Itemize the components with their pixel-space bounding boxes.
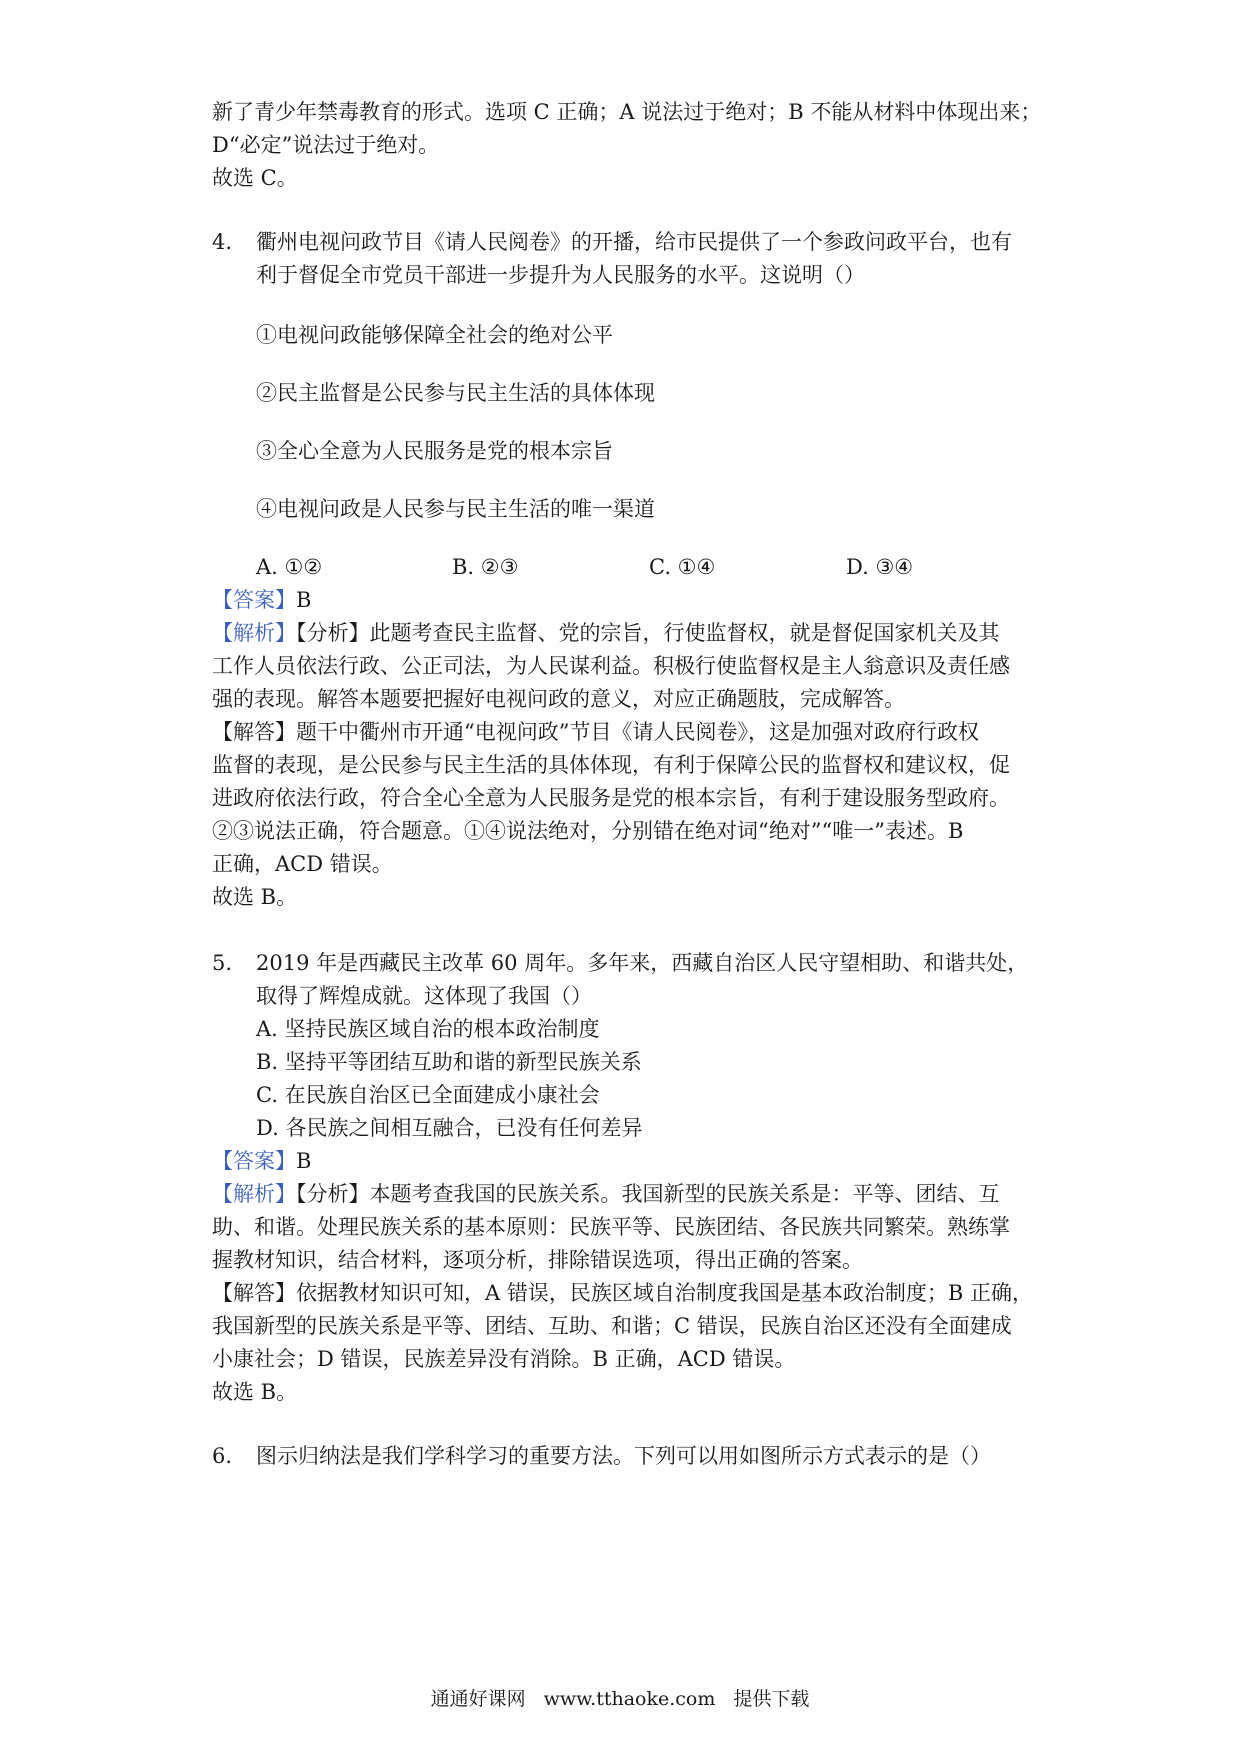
question-number: 5.: [212, 951, 233, 975]
choice-a: A. ①②: [256, 555, 323, 579]
page-footer: [0, 1684, 1240, 1711]
solution-text: 正确，ACD 错误。: [212, 852, 393, 876]
analysis-line: [212, 1178, 1040, 1211]
solution-text: ②③说法正确，符合题意。①④说法绝对，分别错在绝对词“绝对”“唯一”表述。B: [212, 819, 964, 843]
analysis-text: 工作人员依法行政、公正司法，为人民谋利益。积极行使监督权是主人翁意识及责任感: [212, 654, 1010, 678]
question-5-stem-cont: 取得了辉煌成就。这体现了我国（）: [256, 984, 592, 1008]
question-number: 4.: [212, 230, 233, 254]
answer-tag: 【答案】: [212, 1149, 296, 1173]
question-number: 6.: [212, 1444, 233, 1468]
answer-line: [212, 584, 1040, 617]
option-a: A. 坚持民族区域自治的根本政治制度: [256, 1017, 600, 1041]
choice-c: C. ①④: [649, 555, 716, 579]
conclusion: 故选 B。: [212, 885, 298, 909]
conclusion: 故选 B。: [212, 1380, 298, 1404]
question-4-stem-cont: 利于督促全市党员干部进一步提升为人民服务的水平。这说明（）: [256, 263, 865, 287]
analysis-text: 【分析】此题考查民主监督、党的宗旨，行使监督权，就是督促国家机关及其: [296, 621, 1000, 645]
statement-item: ④电视问政是人民参与民主生活的唯一渠道: [256, 497, 655, 521]
question-text: 图示归纳法是我们学科学习的重要方法。下列可以用如图所示方式表示的是（）: [256, 1444, 991, 1468]
statement-item: ③全心全意为人民服务是党的根本宗旨: [256, 439, 613, 463]
answer-tag: 【答案】: [212, 588, 296, 612]
answer-value: B: [296, 588, 312, 612]
solution-text: 【解答】题干中衢州市开通“电视问政”节目《请人民阅卷》，这是加强对政府行政权: [212, 720, 979, 744]
footer-note: 提供下载: [733, 1688, 810, 1710]
option-d: D. 各民族之间相互融合，已没有任何差异: [256, 1116, 643, 1140]
analysis-text: 助、和谐。处理民族关系的基本原则：民族平等、民族团结、各民族共同繁荣。熟练掌: [212, 1215, 1010, 1239]
analysis-text: 【分析】本题考查我国的民族关系。我国新型的民族关系是：平等、团结、互: [296, 1182, 1000, 1206]
option-c: C. 在民族自治区已全面建成小康社会: [256, 1083, 600, 1107]
option-b: B. 坚持平等团结互助和谐的新型民族关系: [256, 1050, 642, 1074]
choice-b: B. ②③: [452, 555, 519, 579]
intro-line-2: D“必定”说法过于绝对。: [212, 133, 440, 157]
question-4-stem: [212, 226, 1040, 259]
analysis-tag: 【解析】: [212, 1182, 296, 1206]
intro-line-1: 新了青少年禁毒教育的形式。选项 C 正确；A 说法过于绝对；B 不能从材料中体现出来；: [212, 100, 1042, 124]
question-text: 2019 年是西藏民主改革 60 周年。多年来，西藏自治区人民守望相助、和谐共处，: [256, 951, 1029, 975]
question-text: 衢州电视问政节目《请人民阅卷》的开播，给市民提供了一个参政问政平台，也有: [256, 230, 1012, 254]
solution-text: 进政府依法行政，符合全心全意为人民服务是党的根本宗旨，有利于建设服务型政府。: [212, 786, 1010, 810]
answer-line: [212, 1145, 1040, 1178]
choice-d: D. ③④: [846, 555, 914, 579]
solution-text: 【解答】依据教材知识可知，A 错误，民族区域自治制度我国是基本政治制度；B 正确，: [212, 1281, 1033, 1305]
analysis-tag: 【解析】: [212, 621, 296, 645]
answer-value: B: [296, 1149, 312, 1173]
statement-item: ①电视问政能够保障全社会的绝对公平: [256, 323, 613, 347]
statement-item: ②民主监督是公民参与民主生活的具体体现: [256, 381, 655, 405]
footer-url[interactable]: www.tthaoke.com: [543, 1688, 716, 1710]
question-6-stem: [212, 1440, 1040, 1473]
solution-text: 监督的表现，是公民参与民主生活的具体体现，有利于保障公民的监督权和建议权，促: [212, 753, 1010, 777]
intro-conclusion: 故选 C。: [212, 166, 298, 190]
solution-text: 我国新型的民族关系是平等、团结、互助、和谐；C 错误，民族自治区还没有全面建成: [212, 1314, 1012, 1338]
analysis-text: 强的表现。解答本题要把握好电视问政的意义，对应正确题肢，完成解答。: [212, 687, 905, 711]
analysis-line: [212, 617, 1040, 650]
question-5-stem: [212, 947, 1040, 980]
analysis-text: 握教材知识，结合材料，逐项分析，排除错误选项，得出正确的答案。: [212, 1248, 863, 1272]
solution-text: 小康社会；D 错误，民族差异没有消除。B 正确，ACD 错误。: [212, 1347, 796, 1371]
footer-site: 通通好课网: [430, 1688, 526, 1710]
